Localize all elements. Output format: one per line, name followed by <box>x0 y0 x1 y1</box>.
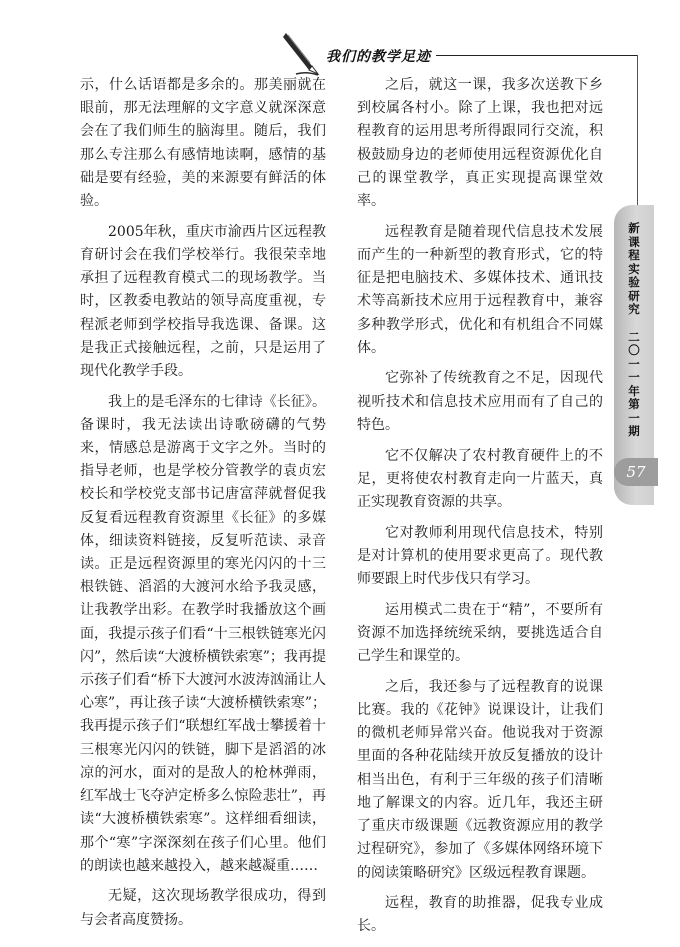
paragraph: 它不仅解决了农村教育硬件上的不足，更将使农村教育走向一片蓝天，真正实现教育资源的共享。 <box>357 447 603 510</box>
pen-icon <box>282 30 322 76</box>
paragraph: 远程教育是随着现代信息技术发展而产生的一种新型的教育形式，它的特征是把电脑技术、多媒体技术、通讯技术等高新技术应用于远程教育中，兼容多种教学形式，优化和有机组合不同媒体。 <box>357 223 603 356</box>
journal-side-label <box>624 222 644 439</box>
journal-issue: 第一期 <box>628 397 640 438</box>
header-title: 我们的教学足迹 <box>326 49 431 65</box>
journal-year: 二〇一一年 <box>628 329 640 398</box>
header-rule <box>436 55 638 56</box>
right-column <box>357 74 603 946</box>
paragraph: 运用模式二贵在于“精”，不要所有资源不加选择统统采纳，要挑选适合自己学生和课堂的。 <box>357 601 603 665</box>
paragraph: 示，什么话语都是多余的。那美丽就在眼前，那无法理解的文字意义就深深意会在了我们师生的脑海里。随后，我们那么专注那么有感情地读啊，感情的基础是要有经验，美的来源要有鲜活的体验。 <box>80 77 326 210</box>
paragraph: 远程，教育的助推器，促我专业成长。 <box>357 895 603 935</box>
paragraph: 它对教师利用现代信息技术，特别是对计算机的使用要求更高了。现代教师要跟上时代步伐只有学习。 <box>357 524 603 588</box>
paragraph: 它弥补了传统教育之不足，因现代视听技术和信息技术应用而有了自己的特色。 <box>357 370 603 433</box>
left-column <box>80 74 326 939</box>
paragraph: 我上的是毛泽东的七律诗《长征》。备课时，我无法读出诗歌磅礴的气势来，情感总是游离于文字之外。当时的指导老师，也是学校分管教学的袁贞宏校长和学校党支部书记唐富萍就督促我反复看远程教育资源里《长征》的多媒体，细读资料链接，反复听范读、录音读。正是远程资源里的寒光闪闪的十三根铁链、滔滔的大渡河水给予我灵感，让我教学出彩。在教学时我播放这个画面，我提示孩子们看“十三根铁链寒光闪闪”，然后读“大渡桥横铁索寒”；我再提示孩子们看“桥下大渡河水波涛汹涌让人心寒”，再让孩子读“大渡桥横铁索寒”；我再提示孩子们“联想红军战士攀援着十三根寒光闪闪的铁链，脚下是滔滔的冰凉的河水，面对的是敌人的枪林弹雨，红军战士飞夺泸定桥多么惊险悲壮”，再读“大渡桥横铁索寒”。这样细看细读，那个“寒”字深深刻在孩子们心里。他们的朗读也越来越投入，越来越凝重…… <box>80 393 326 874</box>
page-number: 57 <box>614 458 658 486</box>
running-header <box>0 0 680 80</box>
journal-name: 新课程实验研究 <box>628 221 640 316</box>
paragraph: 无疑，这次现场教学很成功，得到与会者高度赞扬。 <box>80 888 326 928</box>
paragraph: 2005年秋，重庆市渝西片区远程教育研讨会在我们学校举行。我很荣幸地承担了远程教育模式二的现场教学。当时，区教委电教站的领导高度重视，专程派老师到学校指导我选课、备课。这是我正式接触远程，之前，只是运用了现代化教学手段。 <box>80 223 326 379</box>
paragraph: 之后，就这一课，我多次送教下乡到校属各村小。除了上课，我也把对远程教育的运用思考所得跟同行交流，积极鼓励身边的老师使用远程资源优化自己的课堂教学，真正实现提高课堂效率。 <box>357 77 603 210</box>
paragraph: 之后，我还参与了远程教育的说课比赛。我的《花钟》说课设计，让我们的微机老师异常兴奋。他说我对于资源里面的各种花陆续开放反复播放的设计相当出色，有利于三年级的孩子们清晰地了解课文的内容。近几年，我还主研了重庆市级课题《远教资源应用的教学过程研究》，参加了《多媒体网络环境下的阅读策略研究》区级远程教育课题。 <box>357 678 603 881</box>
column-divider <box>637 55 638 215</box>
